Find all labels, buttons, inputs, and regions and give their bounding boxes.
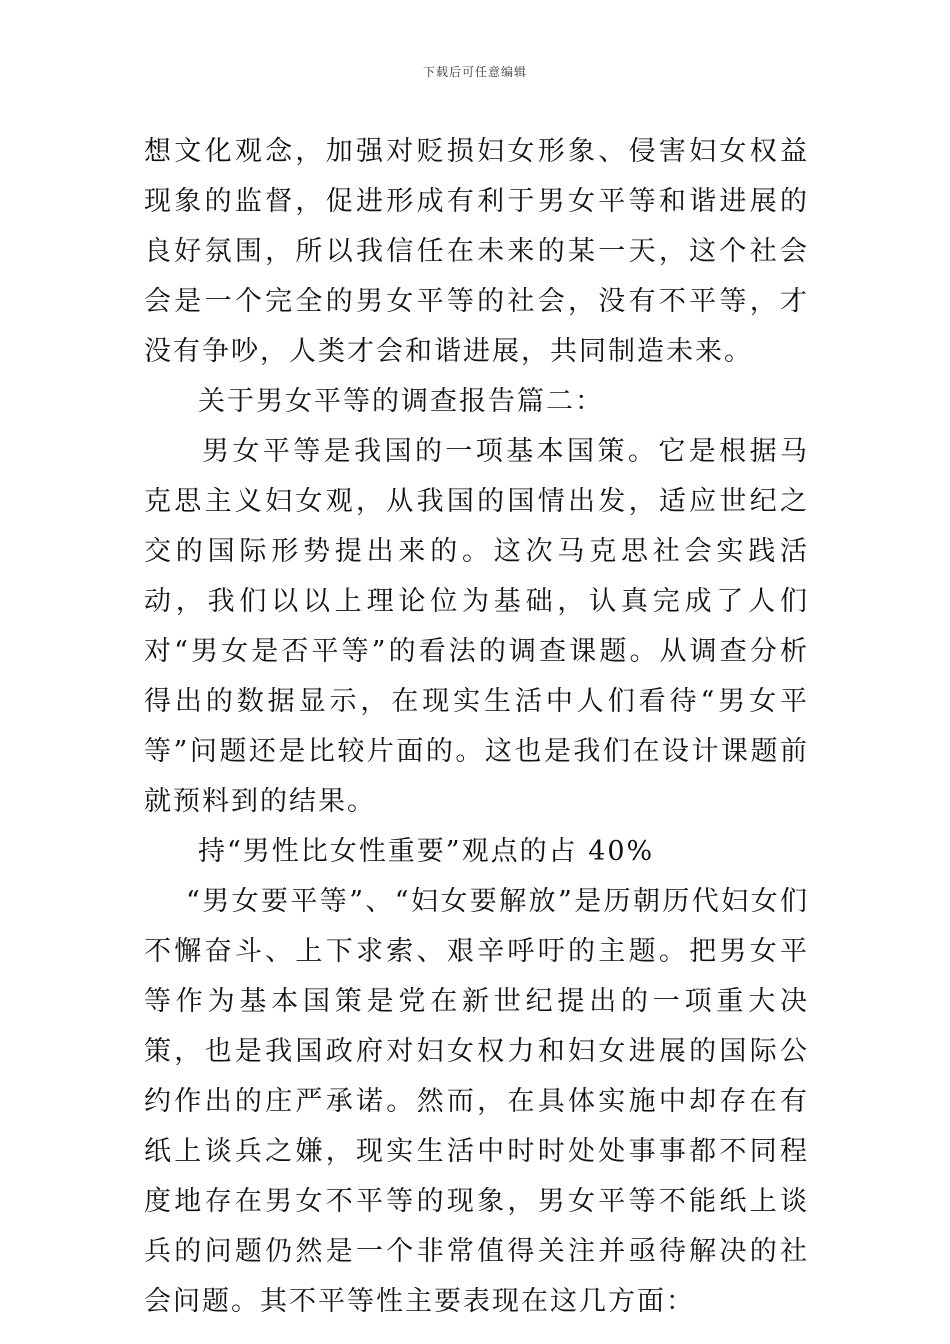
document-body [144, 127, 809, 1327]
paragraph-intro: 男女平等是我国的一项基本国策。它是根据马克思主义妇女观，从我国的国情出发，适应世纪之交的国际形势提出来的。这次马克思社会实践活动，我们以以上理论位为基础，认真完成了人们对“男女是否平等”的看法的调查课题。从调查分析得出的数据显示，在现实生活中人们看待“男女平等”问题还是比较片面的。这也是我们在设计课题前就预料到的结果。 [144, 436, 809, 817]
paragraph-continuation: 想文化观念，加强对贬损妇女形象、侵害妇女权益现象的监督，促进形成有利于男女平等和谐进展的良好氛围，所以我信任在未来的某一天，这个社会会是一个完全的男女平等的社会，没有不平等，才没有争吵，人类才会和谐进展，共同制造未来。 [144, 136, 809, 367]
section-heading: 关于男女平等的调查报告篇二： [198, 386, 604, 417]
statistic-line: 持“男性比女性重要”观点的占 40% [198, 836, 655, 867]
page-header: 下载后可任意编辑 [422, 65, 527, 79]
paragraph-analysis: “男女要平等”、“妇女要解放”是历朝历代妇女们不懈奋斗、上下求索、艰辛呼吁的主题。把男女平等作为基本国策是党在新世纪提出的一项重大决策，也是我国政府对妇女权力和妇女进展的国际公约作出的庄严承诺。然而，在具体实施中却存在有纸上谈兵之嫌，现实生活中时时处处事事都不同程度地存在男女不平等的现象，男女平等不能纸上谈兵的问题仍然是一个非常值得关注并亟待解决的社会问题。其不平等性主要表现在这几方面： [144, 886, 809, 1317]
